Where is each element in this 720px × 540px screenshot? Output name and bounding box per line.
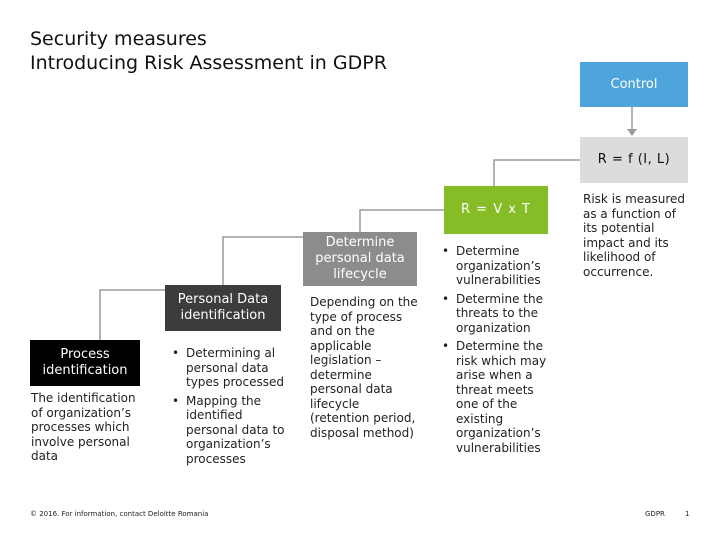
connector-process-to-pd	[100, 290, 165, 340]
list-item: • Determine the threats to the organization	[440, 292, 555, 336]
control-box	[580, 62, 688, 107]
list-item: • Mapping the identified personal data to organization’s processes	[170, 394, 285, 467]
process-identification-box	[30, 340, 140, 386]
connector-rvt-to-rfil	[494, 160, 580, 186]
footer-section: GDPR	[645, 510, 665, 518]
risk-formula-label: R = V x T	[461, 202, 531, 217]
personal-data-identification-box	[165, 285, 281, 331]
connector-pd-to-lifecycle	[223, 237, 303, 285]
connector-lifecycle-to-rvt	[360, 210, 444, 232]
control-label: Control	[610, 76, 658, 92]
page-title: Security measures	[30, 28, 207, 50]
process-identification-label: Process identification	[42, 347, 128, 378]
lifecycle-description: Depending on the type of process and on the applicable legislation – determine personal data lifecycle (retention period, disposal method)	[310, 295, 418, 440]
personal-data-identification-bullets	[170, 346, 285, 470]
lifecycle-box	[303, 232, 417, 286]
list-item: • Determine organization’s vulnerabilities	[440, 244, 555, 288]
risk-function-box	[580, 137, 688, 183]
list-item: • Determine the risk which may arise when a threat meets one of the existing organization’s vulnerabilities	[440, 339, 555, 455]
risk-function-description: Risk is measured as a function of its potential impact and its likelihood of occurrence.	[583, 192, 686, 279]
footer-copyright: © 2016. For information, contact Deloitte Romania	[30, 510, 209, 518]
risk-formula-bullets	[440, 244, 555, 459]
process-identification-description: The identification of organization’s processes which involve personal data	[31, 391, 136, 463]
footer-page-number: 1	[685, 510, 690, 518]
risk-formula-box	[444, 186, 548, 234]
arrowhead-icon	[627, 129, 637, 136]
risk-function-label: R = f (I, L)	[597, 152, 671, 167]
lifecycle-label: Determine personal data lifecycle	[315, 235, 405, 282]
list-item: • Determining al personal data types processed	[170, 346, 285, 390]
personal-data-identification-label: Personal Data identification	[177, 292, 269, 323]
page-subtitle: Introducing Risk Assessment in GDPR	[30, 52, 387, 74]
